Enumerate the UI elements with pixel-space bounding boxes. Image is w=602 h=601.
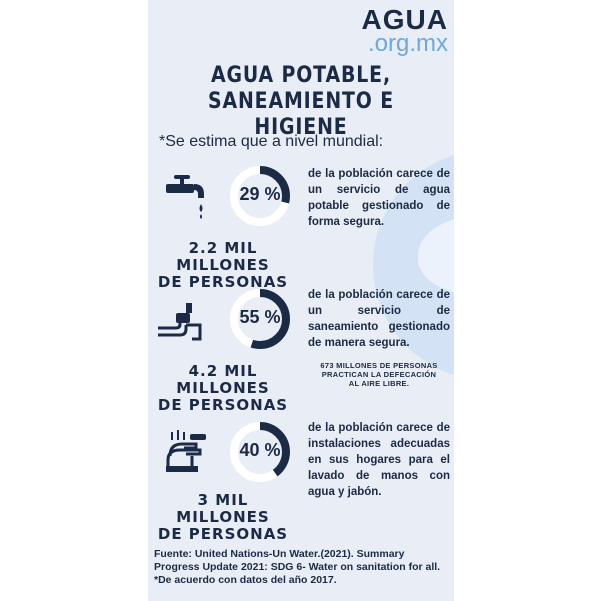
ring-chart-29 xyxy=(228,164,292,228)
handwashing-icon xyxy=(162,426,212,476)
note-line-1: 673 MILLONES DE PERSONAS xyxy=(320,361,438,370)
people-count xyxy=(148,492,298,543)
stat-description: de la población carece de un servicio de agua potable gestionado de forma segura. xyxy=(308,168,450,228)
people-count xyxy=(148,240,298,291)
toilet-pipe-icon xyxy=(156,295,206,345)
open-defecation-note xyxy=(308,361,450,388)
source-citation xyxy=(154,548,450,587)
ring-chart-40 xyxy=(228,420,292,484)
logo-top-text: AGUA xyxy=(361,4,448,35)
infographic-poster xyxy=(148,0,454,601)
people-line-1: 2.2 MIL MILLONES xyxy=(176,239,270,274)
people-line-1: 4.2 MIL MILLONES xyxy=(176,362,270,397)
people-line-2: DE PERSONAS xyxy=(157,525,289,543)
people-line-2: DE PERSONAS xyxy=(157,273,289,291)
people-count xyxy=(148,363,298,414)
poster-title xyxy=(169,63,432,141)
ring-chart-55 xyxy=(228,287,292,351)
percent-label: 55 % xyxy=(239,307,281,327)
stat-description: de la población carece de un servicio de saneamiento gestionado de manera segura. xyxy=(308,289,450,349)
people-line-2: DE PERSONAS xyxy=(157,396,289,414)
agua-logo xyxy=(362,6,448,56)
people-line-1: 3 MIL MILLONES xyxy=(176,491,270,526)
logo-bottom-text: .org.mx xyxy=(367,30,448,57)
title-line-1: AGUA POTABLE, xyxy=(211,63,391,88)
note-line-3: AL AIRE LIBRE. xyxy=(348,379,410,388)
intro-text: *Se estima que a nivel mundial: xyxy=(159,133,384,150)
source-line-1: Fuente: United Nations-Un Water.(2021). Summary Progress Update 2021: SDG 6- Water on sanitation for all. xyxy=(154,548,441,573)
title-line-2: SANEAMIENTO E HIGIENE xyxy=(207,89,394,140)
source-line-2: *De acuerdo con datos del año 2017. xyxy=(154,574,337,586)
percent-label: 29 % xyxy=(239,184,281,204)
percent-label: 40 % xyxy=(239,440,281,460)
faucet-icon xyxy=(162,170,212,220)
stat-description: de la población carece de instalaciones adecuadas en sus hogares para el lavado de manos con agua y jabón. xyxy=(308,422,450,498)
note-line-2: PRACTICAN LA DEFECACIÓN xyxy=(321,370,437,379)
